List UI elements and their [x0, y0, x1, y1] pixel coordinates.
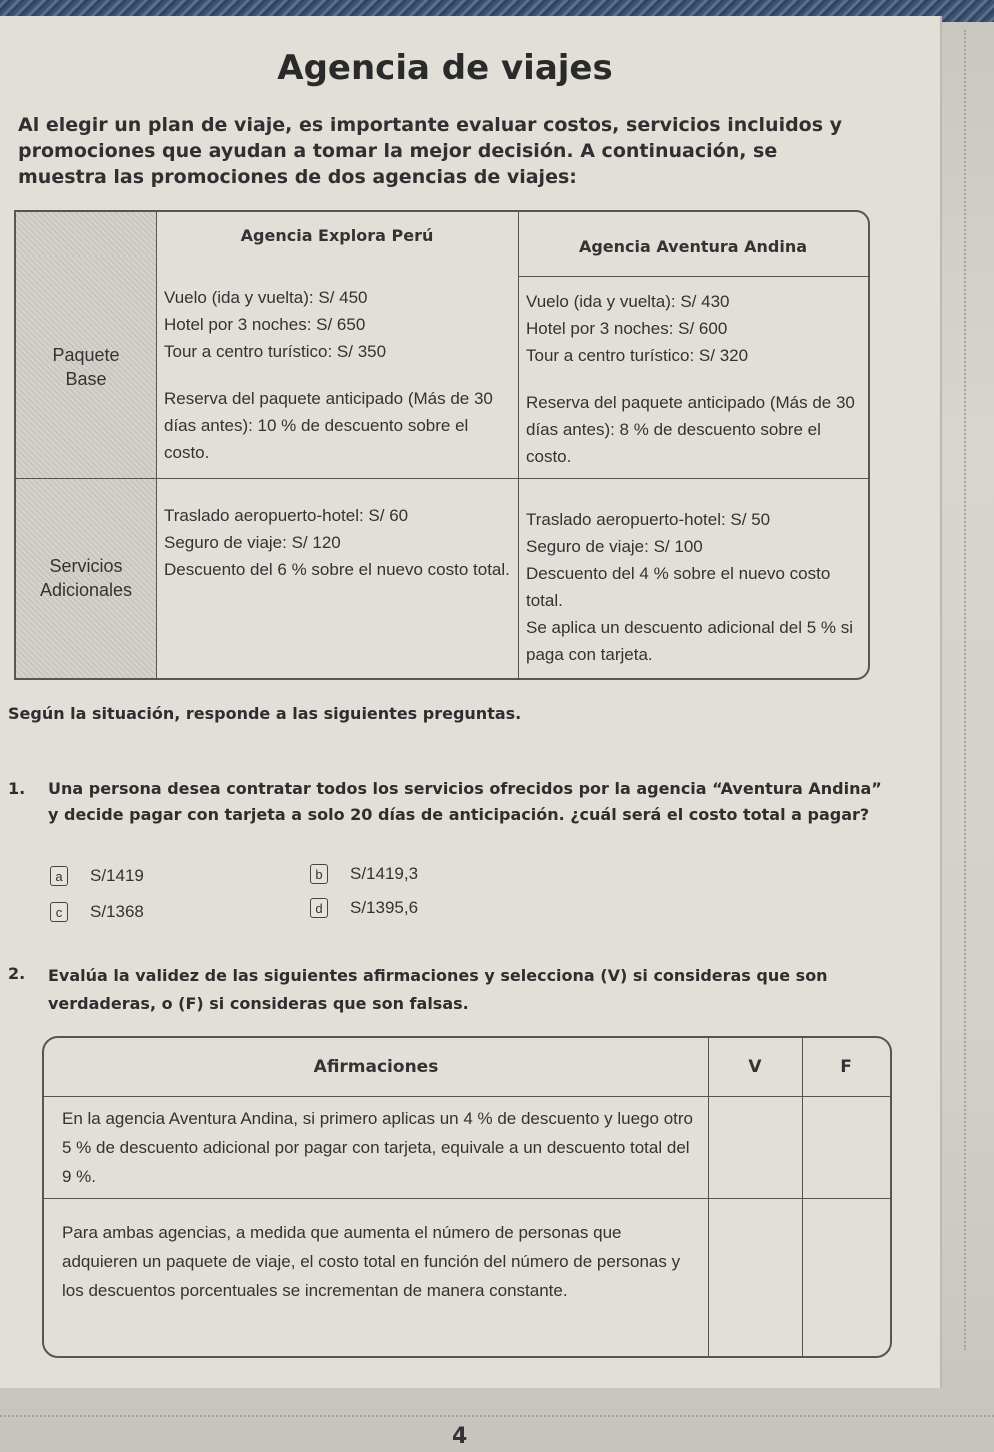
option-text: S/1395,6: [350, 898, 419, 917]
andina-base-cell: [518, 288, 868, 470]
col-header-explora: Agencia Explora Perú: [240, 225, 434, 245]
header-true: V: [748, 1057, 762, 1077]
page-border-dotted: [964, 30, 966, 1350]
andina-extra-line: Descuento del 4 % sobre el nuevo costo total.: [526, 564, 831, 610]
explora-base-line: Tour a centro turístico: S/ 350: [164, 342, 387, 361]
divider: [16, 478, 868, 479]
andina-base-discount: Reserva del paquete anticipado (Más de 30 días antes): 8 % de descuento sobre el costo.: [526, 393, 855, 466]
question-text: Evalúa la validez de las siguientes afirmaciones y selecciona (V) si consideras que son verdaderas, o (F) si consideras que son falsas.: [48, 966, 828, 1013]
row-header-base-package: Paquete Base: [16, 256, 156, 478]
question-2: [8, 960, 898, 1018]
divider: [802, 1038, 803, 1356]
page-border-dotted-bottom: [0, 1415, 994, 1417]
statement-1: En la agencia Aventura Andina, si primero aplicas un 4 % de descuento y luego otro 5 % de descuento adicional por pagar con tarjeta, equivale a un descuento total del 9 %.: [62, 1109, 693, 1186]
statement-2: Para ambas agencias, a medida que aumenta el número de personas que adquieren un paquete de viaje, el costo total en función del número de personas y los descuentos porcentuales se incrementan de manera constante.: [62, 1223, 681, 1300]
header-false: F: [840, 1057, 852, 1077]
andina-extra-line: Traslado aeropuerto-hotel: S/ 50: [526, 510, 771, 529]
true-false-table: [42, 1036, 892, 1358]
option-letter-box: b: [310, 864, 328, 884]
row-header-additional-services: Servicios Adicionales: [16, 478, 156, 678]
explora-extra-line: Descuento del 6 % sobre el nuevo costo total.: [164, 560, 510, 579]
intro-paragraph: Al elegir un plan de viaje, es importante evaluar costos, servicios incluidos y promociones que ayudan a tomar la mejor decisión. A continuación, se muestra las promociones de dos agencias de viajes:: [18, 114, 843, 188]
divider: [44, 1198, 890, 1199]
explora-base-cell: [156, 284, 518, 466]
question-number: 1.: [8, 779, 26, 798]
explora-extra-line: Seguro de viaje: S/ 120: [164, 533, 341, 552]
divider: [44, 1096, 890, 1097]
table-corner: [16, 212, 156, 256]
option-letter-box: d: [310, 898, 328, 918]
option-text: S/1419: [90, 866, 144, 885]
andina-base-line: Vuelo (ida y vuelta): S/ 430: [526, 292, 730, 311]
question-text: Una persona desea contratar todos los servicios ofrecidos por la agencia “Aventura Andina” y decide pagar con tarjeta a solo 20 días de anticipación. ¿cuál será el costo total a pagar?: [48, 779, 882, 824]
option-b[interactable]: [310, 864, 418, 884]
agency-comparison-table: [14, 210, 870, 680]
explora-extra-line: Traslado aeropuerto-hotel: S/ 60: [164, 506, 409, 525]
explora-base-line: Hotel por 3 noches: S/ 650: [164, 315, 366, 334]
option-letter-box: a: [50, 866, 68, 886]
divider: [708, 1038, 709, 1356]
option-letter-box: c: [50, 902, 68, 922]
option-c[interactable]: [50, 902, 144, 922]
page-number: 4: [452, 1424, 468, 1449]
andina-base-line: Hotel por 3 noches: S/ 600: [526, 319, 728, 338]
andina-extra-line: Se aplica un descuento adicional del 5 % si paga con tarjeta.: [526, 618, 853, 664]
andina-extra-line: Seguro de viaje: S/ 100: [526, 537, 703, 556]
divider: [518, 276, 868, 277]
explora-extra-cell: [156, 502, 518, 583]
option-text: S/1368: [90, 902, 144, 921]
option-a[interactable]: [50, 866, 144, 886]
page-title: Agencia de viajes: [277, 48, 613, 88]
col-header-andina: Agencia Aventura Andina: [578, 236, 808, 256]
question-number: 2.: [8, 964, 26, 983]
explora-base-discount: Reserva del paquete anticipado (Más de 30 días antes): 10 % de descuento sobre el costo.: [164, 389, 493, 462]
option-d[interactable]: [310, 898, 418, 918]
andina-base-line: Tour a centro turístico: S/ 320: [526, 346, 749, 365]
andina-extra-cell: [518, 506, 868, 668]
instructions: Según la situación, responde a las siguientes preguntas.: [8, 704, 522, 723]
explora-base-line: Vuelo (ida y vuelta): S/ 450: [164, 288, 368, 307]
statement-1-false-cell[interactable]: [804, 1098, 888, 1196]
header-statements: Afirmaciones: [313, 1057, 439, 1077]
statement-2-true-cell[interactable]: [710, 1200, 800, 1354]
statement-1-true-cell[interactable]: [710, 1098, 800, 1196]
option-text: S/1419,3: [350, 864, 419, 883]
question-1: [8, 776, 888, 828]
statement-2-false-cell[interactable]: [804, 1200, 888, 1354]
